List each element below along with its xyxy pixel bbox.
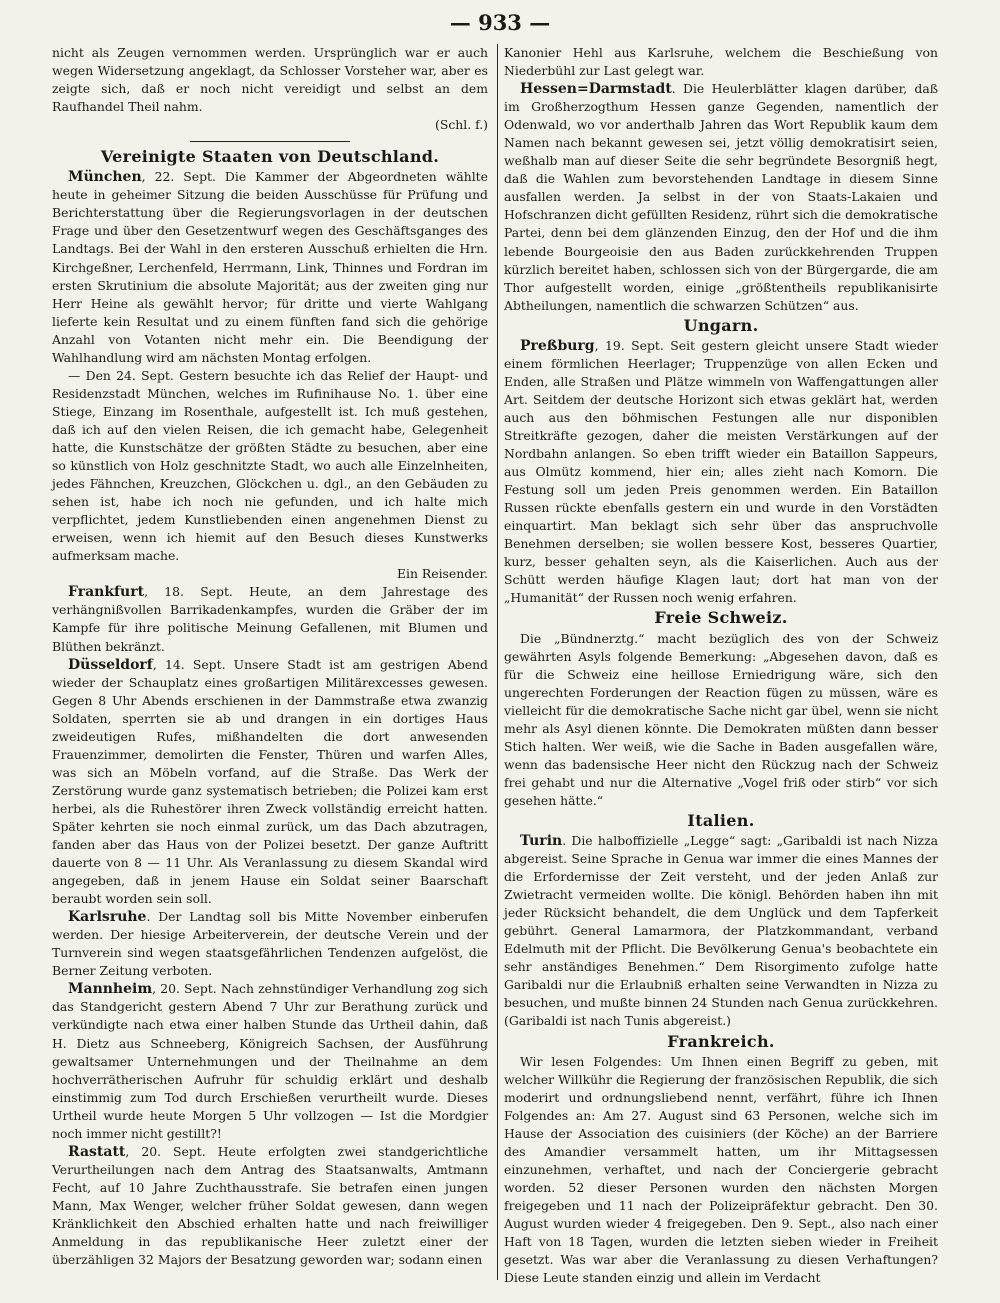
dateline-hessen: Hessen=Darmstadt — [520, 81, 672, 98]
article-karlsruhe-text: . Der Landtag soll bis Mitte November einberufen werden. Der hiesige Arbeiterverein, der deutsche Verein und der Turnverein sind wegen staatsgefährlichen Tendenzen aufgelöst, die Berner Zeitung verboten. — [52, 909, 488, 979]
section-heading-ungarn: Ungarn. — [683, 315, 759, 335]
dateline-frankfurt: Frankfurt — [68, 584, 145, 601]
article-mannheim — [52, 980, 488, 1142]
section-heading-frankreich: Frankreich. — [667, 1031, 775, 1051]
signature-reisender: Ein Reisender. — [397, 566, 488, 582]
article-turin-text: . Die halboffizielle „Legge“ sagt: „Garibaldi ist nach Nizza abgereist. Seine Sprache in Genua war immer die eines Mannes der die Erfordernisse der Zeit versteht, und der jeden Anlaß zur Zwietracht vermeiden wollte. Die königl. Behörden haben ihn mit jeder Rücksicht behandelt, die dem Unglück und dem Tapferkeit gebührt. General Lamarmora, der Platzkommandant, verband Edelmuth mit der Pflicht. Die Bevölkerung Genua's beobachtete ein sehr anständiges Benehmen.“ Dem Risorgimento zufolge hatte Garibaldi nur die Erlaubniß erhalten seine Verwandten in Nizza zu besuchen, und mußte binnen 24 Stunden nach Genua zurückkehren. (Garibaldi ist nach Tunis abgereist.) — [504, 833, 938, 1029]
source-note: (Schl. f.) — [435, 117, 488, 133]
article-continuation: nicht als Zeugen vernommen werden. Ursprünglich war er auch wegen Widersetzung angeklagt, da Schlosser Vorsteher war, aber es zeigte sich, daß er noch nicht vereidigt und selbst an dem Raufhandel Theil nahm. — [52, 45, 488, 115]
article-frankreich: Wir lesen Folgendes: Um Ihnen einen Begriff zu geben, mit welcher Willkühr die Regierung der französischen Republik, die sich moderirt und ordnungsliebend nennt, verfährt, führe ich Ihnen Folgendes an: Am 27. August sind 63 Personen, welche sich im Hause der Association des cuisiniers (der Köche) an der Barriere des Amandier versammelt hatten, um ihr Mittagsessen einzunehmen, verhaftet, und nach der Conciergerie gebracht worden. 52 dieser Personen wurden den nächsten Morgen freigegeben und 11 nach der Polizeipräfektur gebracht. Den 30. August wurden wieder 4 freigegeben. Den 9. Sept., also nach einer Haft von 18 Tagen, wurden die letzten sieben wieder in Freiheit gesetzt. Was war aber die Veranlassung zu diesen Verhaftungen? Diese Leute standen einzig und allein im Verdacht — [504, 1053, 938, 1286]
article-muenchen — [52, 168, 488, 367]
section-divider — [190, 141, 350, 142]
article-rastatt — [52, 1143, 488, 1269]
left-column — [52, 44, 488, 1269]
article-frankfurt — [52, 583, 488, 655]
dateline-muenchen: München — [68, 169, 142, 186]
dateline-duesseldorf: Düsseldorf — [68, 656, 153, 673]
right-column — [504, 44, 938, 1287]
section-heading-schweiz: Freie Schweiz. — [654, 608, 788, 628]
article-pressburg — [504, 337, 938, 608]
article-mannheim-text: , 20. Sept. Nach zehnstündiger Verhandlung zog sich das Standgericht gestern Abend 7 Uhr zur Berathung zurück und verkündigte nach etwa einer halben Stunde das Urtheil dahin, daß H. Dietz aus Schneeberg, Königreich Sachsen, der Ausführung gewaltsamer Unternehmungen und der Theilnahme an dem hochverrätherischen Aufruhr für schuldig erklärt und deshalb einstimmig zum Tod durch Erschießen verurtheilt wurde. Dieses Urtheil wurde heute Morgen 5 Uhr vollzogen — Ist die Mordgier noch immer nicht gestillt?! — [52, 981, 488, 1141]
article-duesseldorf-text: , 14. Sept. Unsere Stadt ist am gestrigen Abend wieder der Schauplatz eines großartigen Militärexcesses gewesen. Gegen 8 Uhr Abends erschienen in der Dammstraße etwa zwanzig Soldaten, sperrten sie ab und drangen in ein dortiges Haus zweideutigen Rufes, mißhandelten die dort anwesenden Frauenzimmer, demolirten die Fenster, Thüren und warfen Alles, was sich an Möbeln vorfand, auf die Straße. Das Werk der Zerstörung wurde ganz systematisch betrieben; die Polizei kam erst herbei, als die Ruhestörer ihren Zweck vollständig erreicht hatten. Später kehrten sie noch einmal zurück, um das Dach abzutragen, fanden aber das Haus von der Polizei besetzt. Der ganze Auftritt dauerte von 8 — 11 Uhr. Als Veranlassung zu diesem Skandal wird angegeben, daß in jenem Hause ein Soldat seiner Baarschaft beraubt worden sein soll. — [52, 656, 488, 907]
column-divider — [497, 44, 498, 1280]
article-duesseldorf — [52, 656, 488, 909]
article-pressburg-text: , 19. Sept. Seit gestern gleicht unsere Stadt wieder einem förmlichen Heerlager; Truppenzüge von allen Ecken und Enden, alle Straßen und Plätze wimmeln von Waffengattungen aller Art. Seitdem der deutsche Horizont sich etwas geklärt hat, werden auch aus den böhmischen Festungen alle nur disponiblen Streitkräfte gezogen, daher die meisten Verstärkungen auf der Nordbahn anlangen. So eben trifft wieder ein Bataillon Sappeurs, aus Olmütz kommend, hier ein; alles zieht nach Komorn. Die Festung soll um jeden Preis genommen werden. Ein Bataillon Russen rückte ebenfalls gestern ein und wurde in den Vorstädten einquartirt. Man beklagt sich sehr über das anspruchvolle Benehmen derselben; sie wollen bessere Kost, besseres Quartier, kurz, besser gehalten seyn, als die Kaiserlichen. Auch aus der Schütt werden häufige Klagen laut; dort hat man von der „Humanität“ der Russen noch wenig erfahren. — [504, 337, 938, 606]
article-hessen — [504, 80, 938, 315]
article-schweiz: Die „Bündnerztg.“ macht bezüglich des von der Schweiz gewährten Asyls folgende Bemerkung: „Abgesehen davon, daß es für die Schweiz eine heillose Erniedrigung wäre, sich den ungerechten Forderungen der Reaction fügen zu müssen, wäre es vielleicht für die demokratische Sache nicht gar übel, wenn sie nicht mehr als Asyl dienen könnte. Die Demokraten müßten dann besser Stich halten. Wer weiß, wie die Sache in Baden ausgefallen wäre, wenn das badensische Heer nicht den Rückzug nach der Schweiz frei gehabt und nur die Alternative „Vogel friß oder stirb“ vor sich gesehen hätte.“ — [504, 630, 938, 808]
article-hessen-text: . Die Heulerblätter klagen darüber, daß im Großherzogthum Hessen ganze Gegenden, namentlich der Odenwald, wo vor anderthalb Jahren das Wort Republik kaum dem Namen nach bekannt gewesen sei, jetzt völlig demokratisirt seien, weßhalb man auf dieser Seite die sehr begründete Besorgniß hegt, daß die Wahlen zum bevorstehenden Landtage in diesem Sinne ausfallen werden. Ja selbst in der von Staats-Lakaien und Hofschranzen dicht gefüllten Residenz, rührt sich die demokratische Partei, denn bei dem glänzenden Einzug, den der Hof und die ihm lebende Bourgeoisie den aus Baden zurückkehrenden Truppen kürzlich bereitet haben, schlossen sich von der Bürgergarde, die am Thor aufgestellt worden, einige „größtentheils republikanisirte Abtheilungen, namentlich die schwarzen Schützen“ aus. — [504, 81, 938, 313]
article-rastatt-text: , 20. Sept. Heute erfolgten zwei standgerichtliche Verurtheilungen nach dem Antrag des Staatsanwalts, Amtmann Fecht, auf 10 Jahre Zuchthausstrafe. Sie betrafen einen jungen Mann, Max Wenger, welcher früher Soldat gewesen, dann wegen Kränklichkeit den Abschied erhalten hatte und nach freiwilliger Anmeldung in das republikanische Heer zuletzt einer der überzähligen 32 Majors der Besatzung geworden war; sodann einen — [52, 1143, 488, 1268]
section-heading-italien: Italien. — [687, 810, 755, 830]
article-continuation-right: Kanonier Hehl aus Karlsruhe, welchem die Beschießung von Niederbühl zur Last gelegt war. — [504, 45, 938, 79]
dateline-turin: Turin — [520, 833, 563, 850]
section-heading-deutschland: Vereinigte Staaten von Deutschland. — [100, 147, 440, 167]
article-frankfurt-text: , 18. Sept. Heute, an dem Jahrestage des verhängnißvollen Barrikadenkampfes, wurden die Gräber der im Kampfe für ihre politische Meinung Gefallenen, mit Blumen und Blüthen bekränzt. — [52, 584, 488, 654]
dateline-pressburg: Preßburg — [520, 337, 595, 354]
article-muenchen-24: — Den 24. Sept. Gestern besuchte ich das Relief der Haupt- und Residenzstadt München, welches im Rufinihause No. 1. über eine Stiege, Einzang im Rosenthale, aufgestellt ist. Ich muß gestehen, daß ich auf den vielen Reisen, die ich gemacht habe, Gelegenheit hatte, die Kunstschätze der größten Städte zu besuchen, aber eine so künstlich von Holz geschnitzte Stadt, wo auch alle Einzelnheiten, jedes Fähnchen, Kreuzchen, Glöckchen u. dgl., an den Gebäuden zu sehen ist, habe ich noch nie gefunden, und ich halte mich verpflichtet, jedem Kunstliebenden einen angenehmen Dienst zu erweisen, wenn ich hiemit auf den Besuch dieses Kunstwerks aufmerksam mache. — [52, 367, 488, 564]
article-muenchen-text: , 22. Sept. Die Kammer der Abgeordneten wählte heute in geheimer Sitzung die beiden Ausschüsse für Prüfung und Berichterstattung über die Regierungsvorlagen in der deutschen Frage und über den Gesetzentwurf wegen des Geschäftsganges des Landtags. Bei der Wahl in den ersteren Ausschuß erhielten die Hrn. Kirchgeßner, Lerchenfeld, Herrmann, Link, Thinnes und Fordran im ersten Skrutinium die absolute Majorität; aus der zweiten ging nur Herr Heine als gewählt hervor; für dritte und vierte Wahlgang lieferte kein Resultat und zu einem fünften fand sich die gehörige Anzahl von Votanten nicht mehr ein. Die Beendigung der Wahlhandlung wird am nächsten Montag erfolgen. — [52, 169, 488, 365]
page-number: — 933 — — [449, 10, 551, 35]
dateline-rastatt: Rastatt — [68, 1143, 126, 1160]
dateline-karlsruhe: Karlsruhe — [68, 909, 147, 926]
article-karlsruhe — [52, 908, 488, 980]
dateline-mannheim: Mannheim — [68, 981, 153, 998]
article-turin — [504, 832, 938, 1031]
